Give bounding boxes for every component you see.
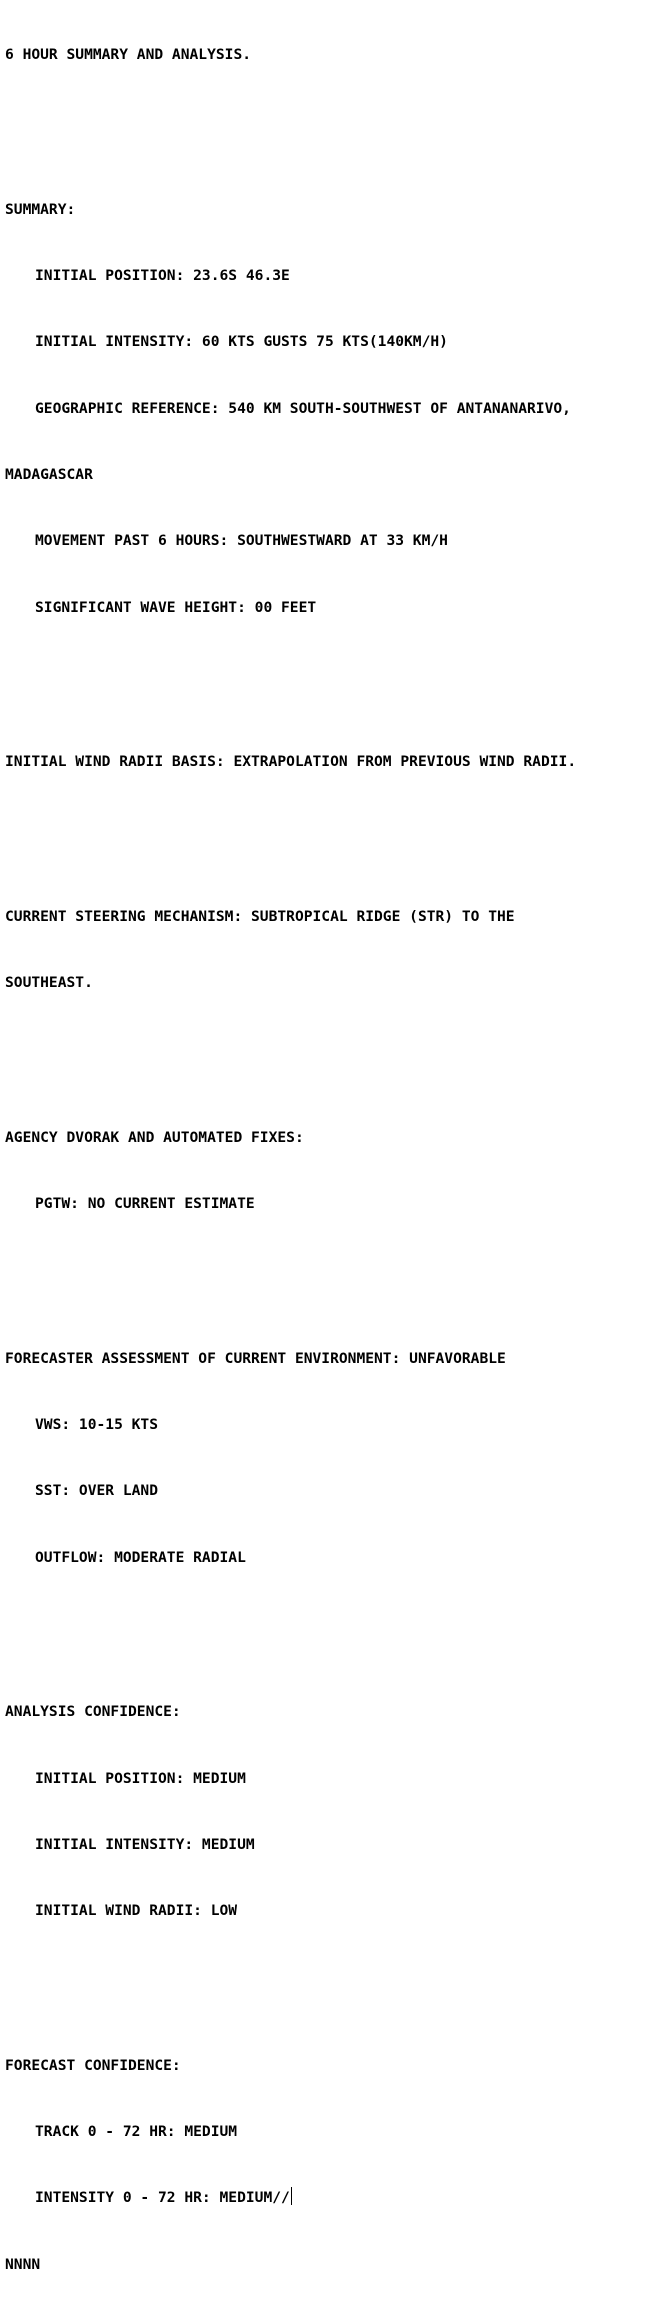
blank-line (5, 1259, 665, 1281)
forecast-confidence-intensity: INTENSITY 0 - 72 HR: MEDIUM// (35, 2189, 290, 2207)
initial-intensity: INITIAL INTENSITY: 60 KTS GUSTS 75 KTS(140KM/H) (35, 333, 448, 351)
analysis-confidence-position: INITIAL POSITION: MEDIUM (35, 1769, 246, 1787)
analysis-confidence-intensity: INITIAL INTENSITY: MEDIUM (35, 1835, 255, 1853)
outflow: OUTFLOW: MODERATE RADIAL (35, 1548, 246, 1566)
analysis-confidence-heading: ANALYSIS CONFIDENCE: (5, 1703, 181, 1721)
document-title: 6 HOUR SUMMARY AND ANALYSIS. (5, 46, 252, 64)
summary-heading: SUMMARY: (5, 200, 76, 218)
text-cursor (291, 2187, 292, 2205)
initial-position: INITIAL POSITION: 23.6S 46.3E (35, 267, 290, 285)
geographic-reference: GEOGRAPHIC REFERENCE: 540 KM SOUTH-SOUTHWEST OF ANTANANARIVO, (35, 399, 571, 417)
steering-mechanism-continued: SOUTHEAST. (5, 974, 93, 992)
analysis-confidence-wind-radii: INITIAL WIND RADII: LOW (35, 1902, 238, 1920)
blank-line (5, 817, 665, 839)
blank-line (5, 1038, 665, 1060)
analysis-document (5, 0, 665, 2298)
wave-height: SIGNIFICANT WAVE HEIGHT: 00 FEET (35, 598, 317, 616)
environment-heading: FORECASTER ASSESSMENT OF CURRENT ENVIRONMENT: UNFAVORABLE (5, 1349, 506, 1367)
blank-line (5, 1613, 665, 1635)
blank-line (5, 1966, 665, 1988)
dvorak-heading: AGENCY DVORAK AND AUTOMATED FIXES: (5, 1128, 304, 1146)
movement: MOVEMENT PAST 6 HOURS: SOUTHWESTWARD AT 33 KM/H (35, 532, 448, 550)
blank-line (5, 110, 665, 132)
forecast-confidence-track: TRACK 0 - 72 HR: MEDIUM (35, 2123, 238, 2140)
sst: SST: OVER LAND (35, 1482, 159, 1500)
forecast-confidence-intensity-line[interactable] (5, 2187, 665, 2209)
vws: VWS: 10-15 KTS (35, 1416, 159, 1433)
geographic-reference-continued: MADAGASCAR (5, 465, 93, 483)
wind-radii-basis: INITIAL WIND RADII BASIS: EXTRAPOLATION FROM PREVIOUS WIND RADII. (5, 753, 577, 771)
steering-mechanism: CURRENT STEERING MECHANISM: SUBTROPICAL RIDGE (STR) TO THE (5, 907, 515, 925)
pgtw-estimate: PGTW: NO CURRENT ESTIMATE (35, 1195, 255, 1213)
forecast-confidence-heading: FORECAST CONFIDENCE: (5, 2056, 181, 2074)
end-marker: NNNN (5, 2255, 41, 2273)
blank-line (5, 663, 665, 685)
